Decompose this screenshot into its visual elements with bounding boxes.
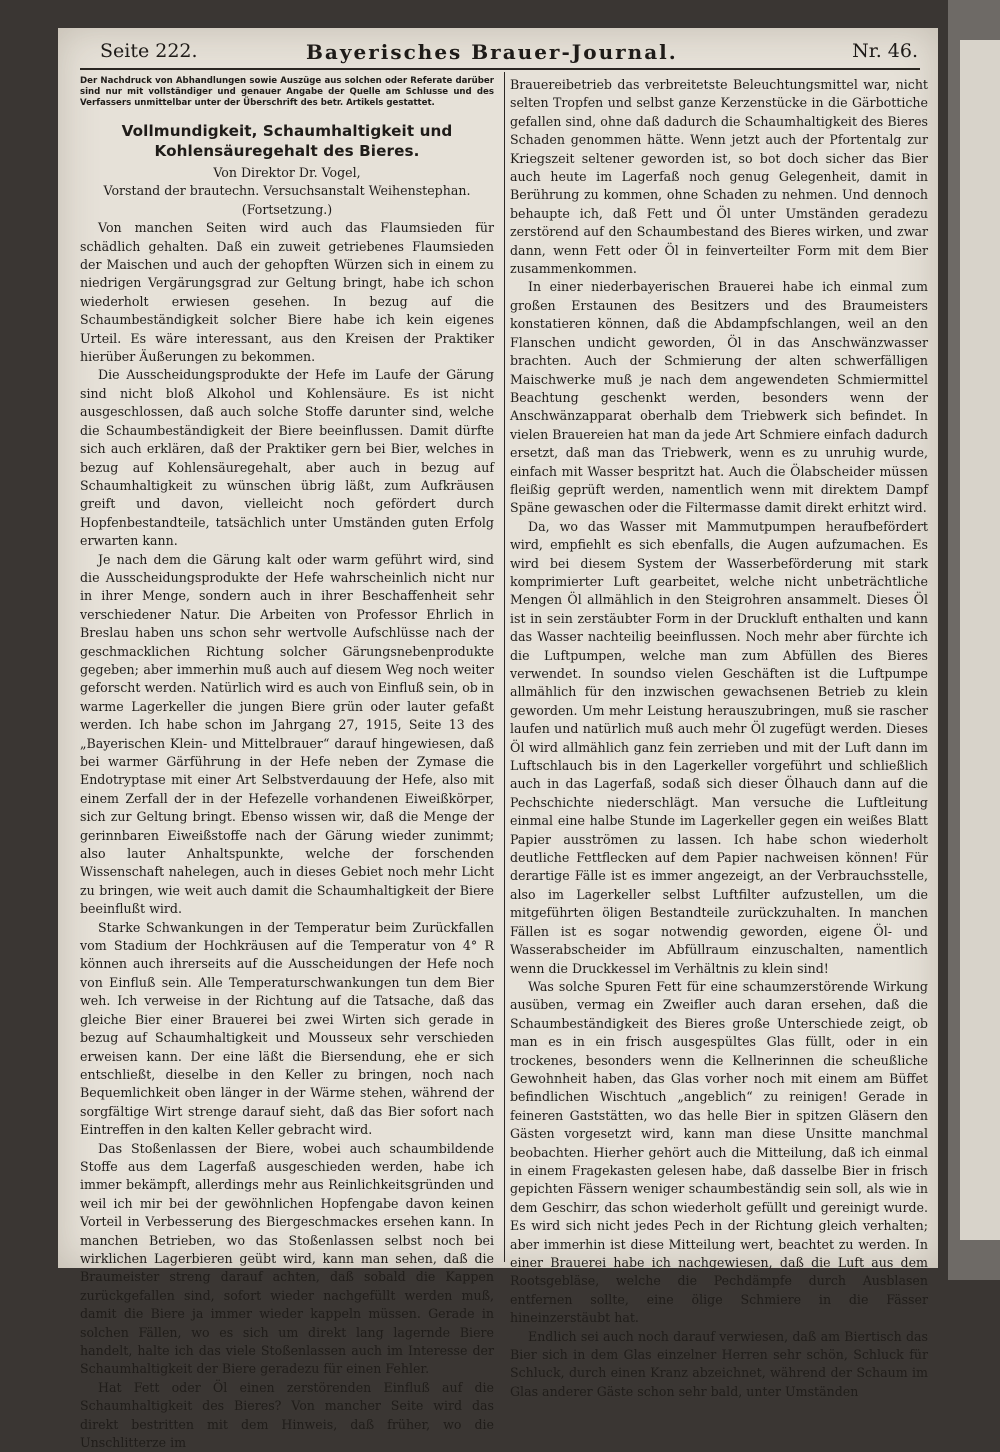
- article-headline: Vollmundigkeit, Schaumhaltigkeit und Kohlensäuregehalt des Bieres.: [121, 122, 453, 160]
- column-divider: [504, 72, 505, 1262]
- paragraph: Von manchen Seiten wird auch das Flaumsieden für schädlich gehalten. Daß ein zuweit getriebenes Flaumsieden der Maischen und auch der gehopften Würzen sich in einem zu niedrigen Vergärungsgrad zur Geltung bringt, habe ich schon wiederholt erwiesen gesehen. In bezug auf die Schaumbeständigkeit solcher Biere habe ich kein eigenes Urteil. Es wäre interessant, aus den Kreisen der Praktiker hierüber Äußerungen zu bekommen.: [80, 220, 494, 365]
- adjacent-page-edge: [960, 40, 1000, 1240]
- paragraph: Je nach dem die Gärung kalt oder warm geführt wird, sind die Ausscheidungsprodukte der Hefe wahrscheinlich nicht nur in ihrer Menge, sondern auch in ihrer Beschaffenheit sehr verschiedener Natur. Die Arbeiten von Professor Ehrlich in Breslau haben uns schon sehr wertvolle Aufschlüsse nach der geschmacklichen Richtung solcher Gärungsnebenprodukte gegeben; aber immerhin muß auch auf diesem Weg noch weiter geforscht werden. Natürlich wird es auch von Einfluß sein, ob in warme Lagerkeller die jungen Biere grün oder lauter gefaßt werden. Ich habe schon im Jahrgang 27, 1915, Seite 13 des „Bayerischen Klein- und Mittelbrauer“ darauf hingewiesen, daß bei warmer Gärführung in der Hefe neben der Zymase die Endotryptase mit einer Art Selbstverdauung der Hefe, also mit einem Zerfall der in der Hefezelle vorhandenen Eiweißkörper, sich zur Geltung bringt. Ebenso wissen wir, daß die Menge der gerinnbaren Eiweißstoffe nach der Gärung wieder zunimmt; also lauter Anhaltspunkte, welche der forschenden Wissenschaft nahelegen, auch in dieses Gebiet noch mehr Licht zu bringen, wie weit auch damit die Schaumhaltigkeit der Biere beeinflußt wird.: [80, 551, 494, 917]
- article-continuation: (Fortsetzung.): [241, 201, 333, 217]
- paragraph: Das Stoßenlassen der Biere, wobei auch schaumbildende Stoffe aus dem Lagerfaß ausgeschieden werden, habe ich immer bekämpft, allerdings mehr aus Reinlichkeitsgründen und weil ich mir bei der gewöhnlichen Hopfengabe davon keinen Vorteil in Verbesserung des Biergeschmackes ersehen kann. In manchen Betrieben, wo das Stoßenlassen selbst noch bei wirklichen Lagerbieren geübt wird, kann man sehen, daß die Braumeister streng darauf achten, daß sobald die Kappen zurückgefallen sind, sofort wieder nachgefüllt werden muß, damit die Biere ja immer wieder kappeln müssen. Gerade in solchen Fällen, wo es sich um direkt lang lagernde Biere handelt, halte ich das viele Stoßenlassen auch im Interesse der Schaumhaltigkeit der Biere geradezu für einen Fehler.: [80, 1140, 494, 1377]
- issue-number: Nr. 46.: [852, 40, 918, 62]
- page-header: [78, 38, 918, 68]
- paragraph: Da, wo das Wasser mit Mammutpumpen heraufbefördert wird, empfiehlt es sich ebenfalls, die Augen aufzumachen. Es wird bei diesem System der Wasserbeförderung mit stark komprimierter Luft gearbeitet, welche nicht unbeträchtliche Mengen Öl allmählich in den Steigrohren ansammelt. Dieses Öl ist in sein zerstäubter Form in der Druckluft enthalten und kann das Wasser nachteilig beeinflussen. Noch mehr aber fürchte ich die Luftpumpen, welche man zum Abfüllen des Bieres verwendet. In soundso vielen Geschäften ist die Luftpumpe allmählich für den inzwischen gewachsenen Betrieb zu klein geworden. Um mehr Leistung herauszubringen, muß sie rascher laufen und natürlich muß auch mehr Öl zugefügt werden. Dieses Öl wird allmählich ganz fein zerrieben und mit der Luft dann im Luftschlauch bis in den Lagerkeller vorgeführt und schließlich auch in das Lagerfaß, sodaß sich dieser Ölhauch dann auf die Pechschichte niederschlägt. Man versuche die Luftleitung einmal eine halbe Stunde im Lagerkeller gegen ein weißes Blatt Papier ausströmen zu lassen. Ich habe schon wiederholt deutliche Fettflecken auf dem Papier nachweisen können! Für derartige Fälle ist es immer angezeigt, an der Verbrauchsstelle, also im Lagerkeller selbst Luftfilter aufzustellen, um die mitgeführten öligen Bestandteile zurückzuhalten. In manchen Fällen ist es sogar notwendig geworden, eigene Öl- und Wasserabscheider im Abfüllraum einzuschalten, namentlich wenn die Druckkessel im Verhältnis zu klein sind!: [510, 518, 928, 976]
- paragraph: Brauereibetrieb das verbreitetste Beleuchtungsmittel war, nicht selten Tropfen und selbst ganze Kerzenstücke in die Gärbottiche gefallen sind, ohne daß dadurch die Schaumhaltigkeit des Bieres Schaden genommen hätte. Wenn jetzt auch der Pfortentalg zur Kriegszeit seltener geworden ist, so bot doch sicher das Bier auch heute im Lagerfaß noch genug Gelegenheit, damit in Berührung zu kommen, ohne Schaden zu nehmen. Und dennoch behaupte ich, daß Fett und Öl unter Umständen geradezu zerstörend auf den Schaumbestand des Bieres wirken, und zwar dann, wenn Fett oder Öl in feinverteilter Form mit dem Bier zusammenkommen.: [510, 77, 928, 277]
- paragraph: Hat Fett oder Öl einen zerstörenden Einfluß auf die Schaumhaltigkeit des Bieres? Von mancher Seite wird das direkt bestritten mit dem Hinweis, daß früher, wo die Unschlitterze im: [80, 1379, 494, 1451]
- paragraph: Endlich sei auch noch darauf verwiesen, daß am Biertisch das Bier sich in dem Glas einzelner Herren sehr schön, Schluck für Schluck, durch einen Kranz abzeichnet, während der Schaum im Glas anderer Gäste schon sehr bald, unter Umständen: [510, 1328, 928, 1399]
- paragraph: Was solche Spuren Fett für eine schaumzerstörende Wirkung ausüben, vermag ein Zweifler auch daran ersehen, daß die Schaumbeständigkeit des Bieres große Unterschiede zeigt, ob man es in ein frisch ausgespültes Glas füllt, oder in ein trockenes, besonders wenn die Kellnerinnen die scheußliche Gewohnheit haben, das Glas vorher noch mit einem am Büffet befindlichen Wischtuch „angeblich“ zu reinigen! Gerade in feineren Gaststätten, wo das helle Bier in spitzen Gläsern den Gästen vorgesetzt wird, kann man diese Unsitte manchmal beobachten. Hierher gehört auch die Mitteilung, daß ich einmal in einem Fragekasten gelesen habe, daß dasselbe Bier in frisch gepichten Fässern weniger schaumbeständig sein soll, als wie in dem Geschirr, das schon wiederholt gefüllt und gereinigt wurde. Es wird sich nicht jedes Pech in der Richtung gleich verhalten; aber immerhin ist diese Mitteilung wert, beachtet zu werden. In einer Brauerei habe ich nachgewiesen, daß die Luft aus dem Rootsgebläse, welche die Pechdämpfe durch Ausblasen entfernen sollte, eine ölige Schmiere in die Fässer hineinzerstäubt hat.: [510, 978, 928, 1326]
- right-column: [510, 76, 928, 1401]
- header-rule: [80, 68, 920, 70]
- left-column: [80, 76, 494, 1452]
- paragraph: In einer niederbayerischen Brauerei habe ich einmal zum großen Erstaunen des Besitzers und des Braumeisters konstatieren können, daß die Abdampfschlangen, weil an den Flanschen undicht geworden, Öl in das Anschwänzwasser brachten. Auch der Schmierung der alten schwerfälligen Maischwerke muß je nach dem angewendeten Schmiermittel Beachtung geschenkt werden, besonders wenn der Anschwänzapparat oberhalb dem Triebwerk sich befindet. In vielen Brauereien hat man da jede Art Schmiere einfach dadurch ersetzt, daß man das Triebwerk, wenn es zu unruhig wurde, einfach mit Wasser bespritzt hat. Auch die Ölabscheider müssen fleißig geprüft werden, namentlich wenn mit direktem Dampf Späne gewaschen oder die Filtermasse damit direkt erhitzt wird.: [510, 279, 928, 516]
- newspaper-page: [58, 28, 938, 1451]
- article-affiliation: Vorstand der brautechn. Versuchsanstalt Weihenstephan.: [103, 183, 471, 199]
- paragraph: Die Ausscheidungsprodukte der Hefe im Laufe der Gärung sind nicht bloß Alkohol und Kohlensäure. Es ist nicht ausgeschlossen, daß auch solche Stoffe darunter sind, welche die Schaumbeständigkeit der Biere beeinflussen. Damit dürfte sich auch erklären, daß der Praktiker gern bei Bier, welches in bezug auf Kohlensäuregehalt, aber auch in bezug auf Schaumhaltigkeit zu wünschen übrig läßt, zum Aufkräusen greift und davon, vielleicht noch gefördert durch Hopfenbestandteile, tatsächlich unter Umständen guten Erfolg erwarten kann.: [80, 367, 494, 549]
- article-byline: Von Direktor Dr. Vogel,: [213, 165, 361, 180]
- reprint-notice: Der Nachdruck von Abhandlungen sowie Auszüge aus solchen oder Referate darüber sind nur mit vollständiger und genauer Angabe der Quelle am Schlusse und des Verfassers unmittelbar unter der Überschrift des betr. Artikels gestattet.: [80, 76, 494, 108]
- paragraph: Starke Schwankungen in der Temperatur beim Zurückfallen vom Stadium der Hochkräusen auf die Temperatur von 4° R können auch ihrerseits auf die Ausscheidungen der Hefe noch von Einfluß sein. Alle Temperaturschwankungen tun dem Bier weh. Ich verweise in der Richtung auf die Tatsache, daß das gleiche Bier einer Brauerei bei zwei Wirten sich gerade in bezug auf Schaumhaltigkeit und Mousseux sehr verschieden erweisen kann. Der eine läßt die Biersendung, ehe er sich entschließt, dieselbe in den Keller zu bringen, noch nach Bequemlichkeit oben länger in der Wärme stehen, während der sorgfältige Wirt strenge darauf sieht, daß das Bier sofort nach Eintreffen in den kalten Keller gebracht wird.: [80, 919, 494, 1138]
- journal-title: Bayerisches Brauer-Journal.: [306, 40, 678, 64]
- page-number: Seite 222.: [100, 40, 198, 62]
